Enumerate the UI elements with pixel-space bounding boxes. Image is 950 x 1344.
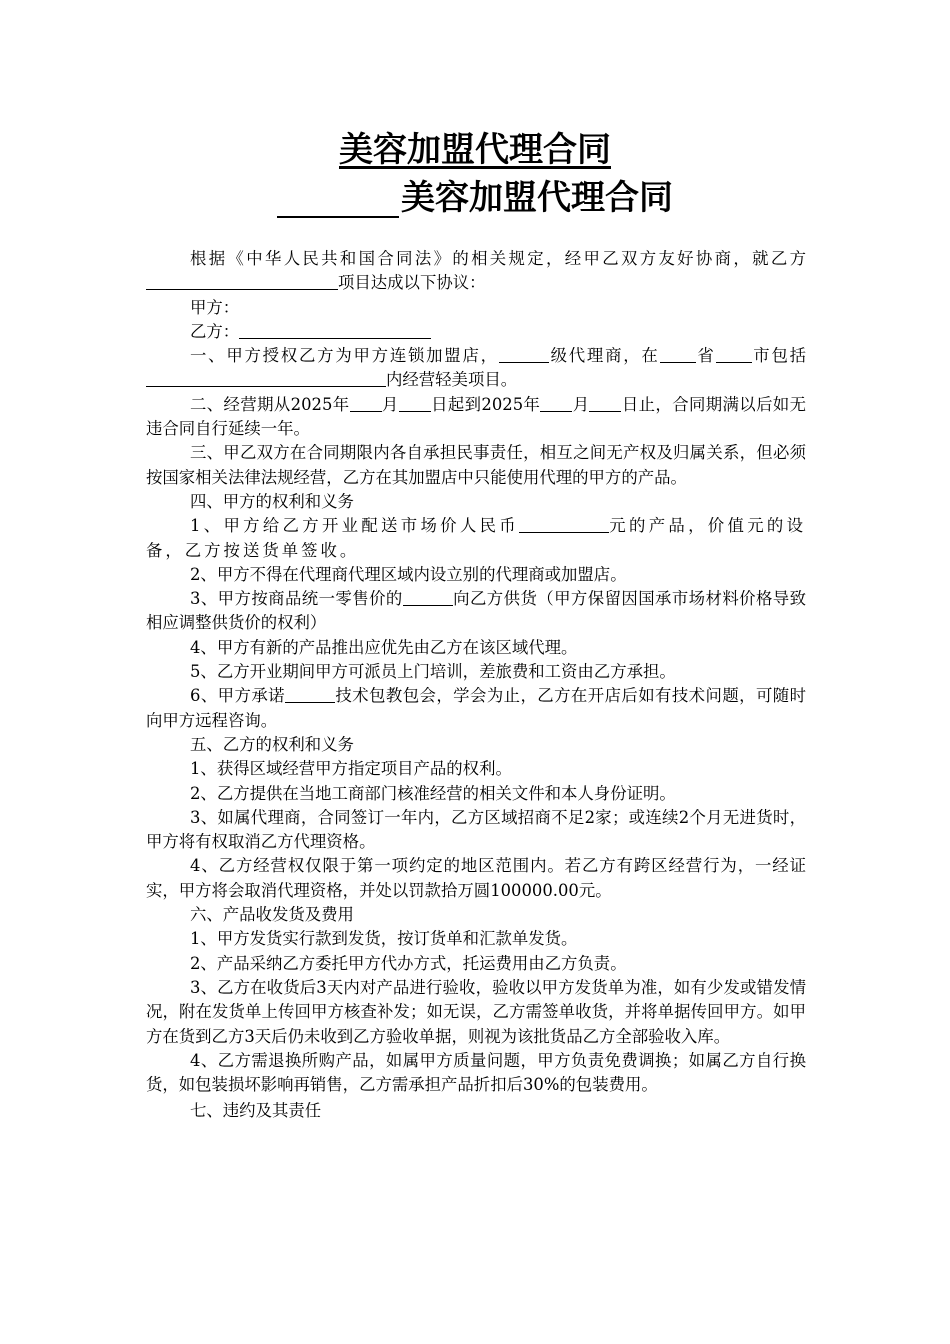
clause-4-4: 4、甲方有新的产品推出应优先由乙方在该区域代理。 bbox=[190, 637, 578, 657]
party-a-line: 甲方： bbox=[190, 297, 240, 317]
start-month-blank bbox=[350, 394, 382, 411]
clause-4-1: 1、甲方给乙方开业配送市场价人民币 元的产品，价值元的设备，乙方按送货单签收。 bbox=[146, 516, 807, 560]
clause-1: 一、甲方授权乙方为甲方连锁加盟店， 级代理商，在 省 市包括内经营轻美项目。 bbox=[146, 344, 806, 393]
section-6-heading: 六、产品收发货及费用 bbox=[190, 905, 354, 925]
clause-3: 三、甲乙双方在合同期限内各自承担民事责任，相互之间无产权及归属关系，但必须按国家相关法律法规经营，乙方在其加盟店中只能使用代理的甲方的产品。 bbox=[146, 443, 806, 487]
city-blank bbox=[716, 346, 752, 363]
contract-subtitle bbox=[0, 178, 950, 218]
clause-5-2: 2、乙方提供在当地工商部门核准经营的相关文件和本人身份证明。 bbox=[190, 783, 676, 803]
area-blank bbox=[146, 370, 386, 387]
section-5-heading: 五、乙方的权利和义务 bbox=[190, 734, 354, 754]
party-b-line: 乙方： bbox=[146, 320, 806, 344]
end-month-blank bbox=[540, 394, 572, 411]
section-7-heading: 七、违约及其责任 bbox=[190, 1101, 322, 1121]
clause-4-2: 2、甲方不得在代理商代理区域内设立别的代理商或加盟店。 bbox=[190, 564, 627, 584]
clause-4-5: 5、乙方开业期间甲方可派员上门培训，差旅费和工资由乙方承担。 bbox=[190, 662, 676, 682]
discount-blank bbox=[403, 589, 453, 606]
clause-5-4: 4、乙方经营权仅限于第一项约定的地区范围内。若乙方有跨区经营行为，一经证实，甲方将会取消代理资格，并处以罚款拾万圆100000.00元。 bbox=[146, 856, 806, 900]
intro-paragraph: 根据《中华人民共和国合同法》的相关规定，经甲乙双方友好协商，就乙方项目达成以下协议： bbox=[146, 247, 806, 296]
contract-subtitle-text: 美容加盟代理合同 bbox=[401, 178, 673, 218]
clause-2: 二、经营期从2025年 月 日起到2025年 月 日止，合同期满以后如无违合同自行延续一年。 bbox=[146, 394, 807, 439]
project-blank bbox=[146, 273, 338, 290]
name-blank bbox=[277, 182, 399, 218]
clause-4-3: 3、甲方按商品统一零售价的 向乙方供货（甲方保留因国承市场材料价格导致相应调整供货价的权利） bbox=[146, 589, 806, 633]
contract-title-text: 美容加盟代理合同 bbox=[339, 130, 611, 170]
amount-blank bbox=[519, 516, 609, 533]
province-blank bbox=[660, 346, 696, 363]
party-b-blank bbox=[239, 322, 431, 339]
start-day-blank bbox=[399, 394, 431, 411]
agent-level-blank bbox=[499, 346, 549, 363]
clause-6-2: 2、产品采纳乙方委托甲方代办方式，托运费用由乙方负责。 bbox=[190, 953, 627, 973]
clause-6-3: 3、乙方在收货后3天内对产品进行验收，验收以甲方发货单为准，如有少发或错发情况，附在发货单上传回甲方核查补发；如无误，乙方需签单收货，并将单据传回甲方。如甲方在货到乙方3天后仍未收到乙方验收单据，则视为该批货品乙方全部验收入库。 bbox=[146, 977, 806, 1046]
clause-6-4: 4、乙方需退换所购产品，如属甲方质量问题，甲方负责免费调换；如属乙方自行换货，如包装损坏影响再销售，乙方需承担产品折扣后30%的包装费用。 bbox=[146, 1050, 806, 1095]
end-day-blank bbox=[589, 394, 621, 411]
section-4-heading: 四、甲方的权利和义务 bbox=[190, 491, 354, 511]
contract-title bbox=[0, 130, 950, 170]
promise-blank bbox=[285, 686, 335, 703]
contract-body bbox=[146, 247, 806, 1124]
clause-6-1: 1、甲方发货实行款到发货，按订货单和汇款单发货。 bbox=[190, 929, 578, 949]
clause-5-1: 1、获得区域经营甲方指定项目产品的权利。 bbox=[190, 759, 512, 779]
clause-5-3: 3、如属代理商，合同签订一年内，乙方区域招商不足2家；或连续2个月无进货时，甲方将有权取消乙方代理资格。 bbox=[146, 807, 806, 852]
clause-4-6: 6、甲方承诺 技术包教包会，学会为止，乙方在开店后如有技术问题，可随时向甲方远程咨询。 bbox=[146, 686, 807, 730]
